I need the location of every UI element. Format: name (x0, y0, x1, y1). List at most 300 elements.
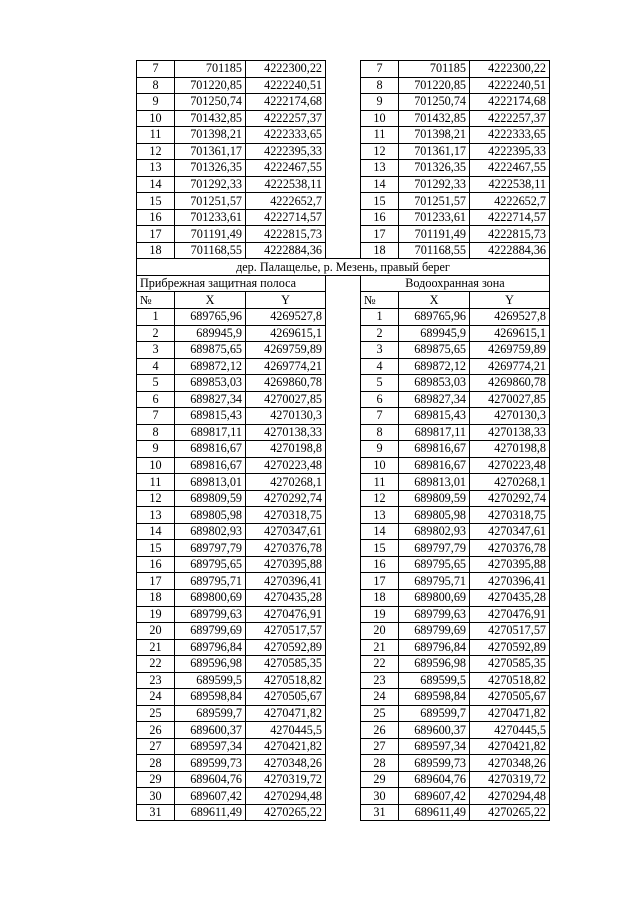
point-number: 8 (137, 77, 175, 94)
coord-x: 689817,11 (399, 424, 470, 441)
point-number: 27 (361, 738, 399, 755)
coord-x: 689599,73 (399, 755, 470, 772)
coord-x: 689597,34 (399, 738, 470, 755)
spacer-cell (326, 556, 361, 573)
coord-y: 4222300,22 (246, 61, 326, 78)
coord-y: 4270347,61 (246, 523, 326, 540)
coord-y: 4269860,78 (470, 375, 550, 392)
coord-x: 689816,67 (175, 457, 246, 474)
point-number: 14 (137, 523, 175, 540)
point-number: 12 (361, 143, 399, 160)
point-number: 17 (137, 226, 175, 243)
coord-y: 4270505,67 (470, 689, 550, 706)
point-number: 7 (361, 408, 399, 425)
coord-x: 689795,65 (399, 556, 470, 573)
coord-x: 689599,7 (399, 705, 470, 722)
point-number: 21 (361, 639, 399, 656)
point-number: 14 (361, 176, 399, 193)
spacer-cell (326, 160, 361, 177)
point-number: 2 (137, 325, 175, 342)
point-number: 7 (361, 61, 399, 78)
point-number: 26 (137, 722, 175, 739)
point-number: 16 (137, 556, 175, 573)
coord-y: 4270585,35 (470, 656, 550, 673)
coord-y: 4270517,57 (470, 623, 550, 640)
coord-y: 4270318,75 (470, 507, 550, 524)
coord-y: 4270518,82 (246, 672, 326, 689)
coord-x: 701432,85 (399, 110, 470, 127)
spacer-cell (326, 292, 361, 309)
spacer-cell (326, 457, 361, 474)
spacer-cell (326, 788, 361, 805)
point-number: 8 (361, 424, 399, 441)
spacer-cell (326, 143, 361, 160)
coord-x: 689815,43 (399, 408, 470, 425)
point-number: 31 (137, 804, 175, 821)
table-row (137, 127, 550, 144)
table-row (137, 804, 550, 821)
spacer-cell (326, 490, 361, 507)
spacer-cell (326, 61, 361, 78)
table-row (137, 94, 550, 111)
coord-y: 4222240,51 (246, 77, 326, 94)
coord-x: 689875,65 (399, 342, 470, 359)
point-number: 30 (137, 788, 175, 805)
coord-y: 4270471,82 (246, 705, 326, 722)
point-number: 25 (137, 705, 175, 722)
table-row (137, 523, 550, 540)
coord-x: 689816,67 (399, 441, 470, 458)
coord-y: 4222652,7 (246, 193, 326, 210)
point-number: 16 (361, 209, 399, 226)
table-row (137, 573, 550, 590)
table-row (137, 590, 550, 607)
spacer-cell (326, 441, 361, 458)
point-number: 22 (361, 656, 399, 673)
coord-x: 701185 (399, 61, 470, 78)
point-number: 18 (361, 590, 399, 607)
coord-x: 689797,79 (175, 540, 246, 557)
point-number: 13 (361, 160, 399, 177)
point-number: 18 (361, 242, 399, 259)
table-row (137, 507, 550, 524)
point-number: 10 (361, 110, 399, 127)
table-row (137, 209, 550, 226)
spacer-cell (326, 226, 361, 243)
coord-x: 689599,5 (175, 672, 246, 689)
table-row (137, 722, 550, 739)
coord-y: 4270476,91 (246, 606, 326, 623)
coord-y: 4222714,57 (246, 209, 326, 226)
coord-x: 701250,74 (399, 94, 470, 111)
coord-y: 4222395,33 (246, 143, 326, 160)
coord-y: 4222884,36 (470, 242, 550, 259)
coord-x: 689945,9 (399, 325, 470, 342)
point-number: 26 (361, 722, 399, 739)
coord-x: 689797,79 (399, 540, 470, 557)
point-number: 20 (137, 623, 175, 640)
spacer-cell (326, 507, 361, 524)
coord-x: 701398,21 (399, 127, 470, 144)
coord-y: 4270376,78 (246, 540, 326, 557)
coord-x: 689799,63 (399, 606, 470, 623)
table-row (137, 672, 550, 689)
table-row (137, 556, 550, 573)
point-number: 13 (137, 507, 175, 524)
coord-y: 4222538,11 (470, 176, 550, 193)
point-number: 24 (361, 689, 399, 706)
coord-x: 689795,71 (399, 573, 470, 590)
coord-x: 701191,49 (175, 226, 246, 243)
coord-x: 689795,71 (175, 573, 246, 590)
coord-y: 4269759,89 (470, 342, 550, 359)
spacer-cell (326, 127, 361, 144)
spacer-cell (326, 110, 361, 127)
table-row (137, 226, 550, 243)
spacer-cell (326, 325, 361, 342)
left-zone-title: Прибрежная защитная полоса (137, 275, 326, 292)
coord-x: 689816,67 (175, 441, 246, 458)
point-number: 15 (361, 540, 399, 557)
coord-x: 689813,01 (175, 474, 246, 491)
coord-x: 689599,5 (399, 672, 470, 689)
coordinates-table (136, 60, 550, 821)
coord-x: 701250,74 (175, 94, 246, 111)
table-row (137, 110, 550, 127)
coord-x: 689611,49 (175, 804, 246, 821)
coord-y: 4269860,78 (246, 375, 326, 392)
coord-y: 4270265,22 (246, 804, 326, 821)
bottom-section (137, 308, 550, 820)
coord-x: 701185 (175, 61, 246, 78)
spacer-cell (326, 771, 361, 788)
coord-x: 689604,76 (399, 771, 470, 788)
point-number: 5 (361, 375, 399, 392)
spacer-cell (326, 722, 361, 739)
coord-x: 689799,63 (175, 606, 246, 623)
coord-x: 689765,96 (399, 308, 470, 325)
point-number: 27 (137, 738, 175, 755)
point-number: 31 (361, 804, 399, 821)
point-number: 16 (137, 209, 175, 226)
point-number: 13 (361, 507, 399, 524)
point-number: 5 (137, 375, 175, 392)
table-row (137, 143, 550, 160)
table-row (137, 788, 550, 805)
coord-x: 689599,7 (175, 705, 246, 722)
coord-x: 689607,42 (175, 788, 246, 805)
coord-y: 4270445,5 (246, 722, 326, 739)
coord-x: 689827,34 (399, 391, 470, 408)
spacer-cell (326, 242, 361, 259)
coord-x: 701220,85 (175, 77, 246, 94)
coord-x: 701251,57 (399, 193, 470, 210)
coord-y: 4270476,91 (470, 606, 550, 623)
point-number: 9 (137, 441, 175, 458)
coord-y: 4270268,1 (246, 474, 326, 491)
coord-y: 4270395,88 (470, 556, 550, 573)
coord-y: 4270198,8 (246, 441, 326, 458)
table-row (137, 457, 550, 474)
spacer-cell (326, 606, 361, 623)
spacer-cell (326, 523, 361, 540)
coord-x: 689598,84 (175, 689, 246, 706)
coord-y: 4222538,11 (246, 176, 326, 193)
coord-y: 4269774,21 (470, 358, 550, 375)
col-header-num: № (137, 292, 175, 309)
coord-y: 4270396,41 (246, 573, 326, 590)
coord-y: 4270130,3 (246, 408, 326, 425)
coord-x: 689598,84 (399, 689, 470, 706)
point-number: 14 (137, 176, 175, 193)
coord-y: 4222815,73 (470, 226, 550, 243)
point-number: 9 (361, 94, 399, 111)
point-number: 10 (137, 110, 175, 127)
coordinates-document (136, 60, 549, 821)
spacer-cell (326, 94, 361, 111)
coord-x: 689799,69 (399, 623, 470, 640)
spacer-cell (326, 77, 361, 94)
coord-x: 689813,01 (399, 474, 470, 491)
table-row (137, 755, 550, 772)
coord-x: 701292,33 (399, 176, 470, 193)
point-number: 6 (361, 391, 399, 408)
coord-x: 689809,59 (175, 490, 246, 507)
coord-y: 4222300,22 (470, 61, 550, 78)
table-row (137, 375, 550, 392)
spacer-cell (326, 573, 361, 590)
point-number: 19 (137, 606, 175, 623)
table-row (137, 656, 550, 673)
coord-x: 689800,69 (399, 590, 470, 607)
coord-y: 4270395,88 (246, 556, 326, 573)
coord-y: 4270421,82 (246, 738, 326, 755)
coord-y: 4270376,78 (470, 540, 550, 557)
coord-x: 689604,76 (175, 771, 246, 788)
table-row (137, 193, 550, 210)
point-number: 23 (137, 672, 175, 689)
coord-y: 4222333,65 (246, 127, 326, 144)
coord-x: 701326,35 (399, 160, 470, 177)
coord-y: 4269759,89 (246, 342, 326, 359)
spacer-cell (326, 358, 361, 375)
point-number: 4 (361, 358, 399, 375)
coord-y: 4270294,48 (246, 788, 326, 805)
point-number: 8 (361, 77, 399, 94)
table-row (137, 160, 550, 177)
table-row (137, 176, 550, 193)
spacer-cell (326, 193, 361, 210)
coord-x: 689796,84 (175, 639, 246, 656)
table-row (137, 474, 550, 491)
coord-x: 701233,61 (175, 209, 246, 226)
coord-x: 689596,98 (175, 656, 246, 673)
coord-y: 4222174,68 (470, 94, 550, 111)
point-number: 3 (137, 342, 175, 359)
col-header-y: Y (246, 292, 326, 309)
coord-x: 689805,98 (399, 507, 470, 524)
point-number: 9 (361, 441, 399, 458)
table-row (137, 342, 550, 359)
top-section (137, 61, 550, 259)
coord-x: 701220,85 (399, 77, 470, 94)
spacer-cell (326, 705, 361, 722)
point-number: 15 (361, 193, 399, 210)
point-number: 9 (137, 94, 175, 111)
point-number: 15 (137, 193, 175, 210)
coord-y: 4270592,89 (470, 639, 550, 656)
coord-y: 4270268,1 (470, 474, 550, 491)
coord-y: 4270294,48 (470, 788, 550, 805)
coord-x: 701168,55 (175, 242, 246, 259)
point-number: 15 (137, 540, 175, 557)
location-title: дер. Палащелье, р. Мезень, правый берег (137, 259, 550, 276)
spacer-cell (326, 804, 361, 821)
table-row (137, 771, 550, 788)
table-row (137, 325, 550, 342)
spacer-cell (326, 738, 361, 755)
point-number: 12 (361, 490, 399, 507)
coord-x: 701326,35 (175, 160, 246, 177)
coord-x: 701398,21 (175, 127, 246, 144)
coord-y: 4270348,26 (246, 755, 326, 772)
point-number: 1 (361, 308, 399, 325)
coord-y: 4269615,1 (470, 325, 550, 342)
coord-y: 4270265,22 (470, 804, 550, 821)
coord-x: 689600,37 (399, 722, 470, 739)
point-number: 17 (361, 226, 399, 243)
coord-y: 4222815,73 (246, 226, 326, 243)
coord-x: 689945,9 (175, 325, 246, 342)
table-row (137, 540, 550, 557)
coord-x: 701361,17 (399, 143, 470, 160)
point-number: 14 (361, 523, 399, 540)
table-row (137, 424, 550, 441)
coord-y: 4270435,28 (246, 590, 326, 607)
point-number: 7 (137, 408, 175, 425)
coord-y: 4270518,82 (470, 672, 550, 689)
col-header-x: X (175, 292, 246, 309)
coord-x: 689800,69 (175, 590, 246, 607)
coord-y: 4270292,74 (470, 490, 550, 507)
coord-x: 689795,65 (175, 556, 246, 573)
point-number: 11 (137, 127, 175, 144)
coord-x: 689765,96 (175, 308, 246, 325)
coord-y: 4270435,28 (470, 590, 550, 607)
point-number: 6 (137, 391, 175, 408)
point-number: 11 (137, 474, 175, 491)
point-number: 2 (361, 325, 399, 342)
point-number: 22 (137, 656, 175, 673)
table-row (137, 606, 550, 623)
spacer-cell (326, 474, 361, 491)
table-row (137, 639, 550, 656)
coord-y: 4270027,85 (246, 391, 326, 408)
point-number: 16 (361, 556, 399, 573)
coord-x: 689596,98 (399, 656, 470, 673)
point-number: 17 (361, 573, 399, 590)
point-number: 28 (137, 755, 175, 772)
coord-y: 4270138,33 (246, 424, 326, 441)
coord-y: 4222333,65 (470, 127, 550, 144)
coord-y: 4269615,1 (246, 325, 326, 342)
coord-x: 701292,33 (175, 176, 246, 193)
coord-y: 4270223,48 (470, 457, 550, 474)
coord-x: 689872,12 (399, 358, 470, 375)
coord-x: 689816,67 (399, 457, 470, 474)
coord-y: 4270348,26 (470, 755, 550, 772)
coord-x: 689827,34 (175, 391, 246, 408)
coord-x: 689802,93 (175, 523, 246, 540)
coord-x: 701251,57 (175, 193, 246, 210)
coord-y: 4270198,8 (470, 441, 550, 458)
point-number: 4 (137, 358, 175, 375)
point-number: 3 (361, 342, 399, 359)
table-row (137, 689, 550, 706)
table-row (137, 308, 550, 325)
point-number: 12 (137, 143, 175, 160)
point-number: 29 (361, 771, 399, 788)
coord-y: 4270027,85 (470, 391, 550, 408)
coord-x: 689853,03 (175, 375, 246, 392)
point-number: 24 (137, 689, 175, 706)
coord-x: 689809,59 (399, 490, 470, 507)
spacer-cell (326, 755, 361, 772)
coord-y: 4222257,37 (246, 110, 326, 127)
coord-y: 4270138,33 (470, 424, 550, 441)
coord-x: 689875,65 (175, 342, 246, 359)
coord-x: 689799,69 (175, 623, 246, 640)
spacer-cell (326, 590, 361, 607)
point-number: 12 (137, 490, 175, 507)
table-row (137, 705, 550, 722)
coord-y: 4222652,7 (470, 193, 550, 210)
coord-y: 4222884,36 (246, 242, 326, 259)
coord-y: 4222240,51 (470, 77, 550, 94)
spacer-cell (326, 540, 361, 557)
coord-x: 701361,17 (175, 143, 246, 160)
coord-y: 4270396,41 (470, 573, 550, 590)
coord-y: 4270445,5 (470, 722, 550, 739)
spacer-cell (326, 209, 361, 226)
coord-y: 4269527,8 (246, 308, 326, 325)
point-number: 18 (137, 590, 175, 607)
point-number: 10 (361, 457, 399, 474)
coord-y: 4270585,35 (246, 656, 326, 673)
table-row (137, 242, 550, 259)
coord-x: 701191,49 (399, 226, 470, 243)
table-row (137, 61, 550, 78)
coord-y: 4222714,57 (470, 209, 550, 226)
coord-y: 4270292,74 (246, 490, 326, 507)
table-row (137, 441, 550, 458)
coord-y: 4270471,82 (470, 705, 550, 722)
right-zone-title: Водоохранная зона (361, 275, 550, 292)
col-header-y: Y (470, 292, 550, 309)
point-number: 19 (361, 606, 399, 623)
coord-y: 4270130,3 (470, 408, 550, 425)
coord-y: 4269527,8 (470, 308, 550, 325)
coord-y: 4270223,48 (246, 457, 326, 474)
coord-y: 4269774,21 (246, 358, 326, 375)
point-number: 29 (137, 771, 175, 788)
coord-y: 4270517,57 (246, 623, 326, 640)
coord-y: 4270319,72 (246, 771, 326, 788)
spacer-cell (326, 176, 361, 193)
coord-y: 4222395,33 (470, 143, 550, 160)
coord-x: 689853,03 (399, 375, 470, 392)
coord-x: 689815,43 (175, 408, 246, 425)
